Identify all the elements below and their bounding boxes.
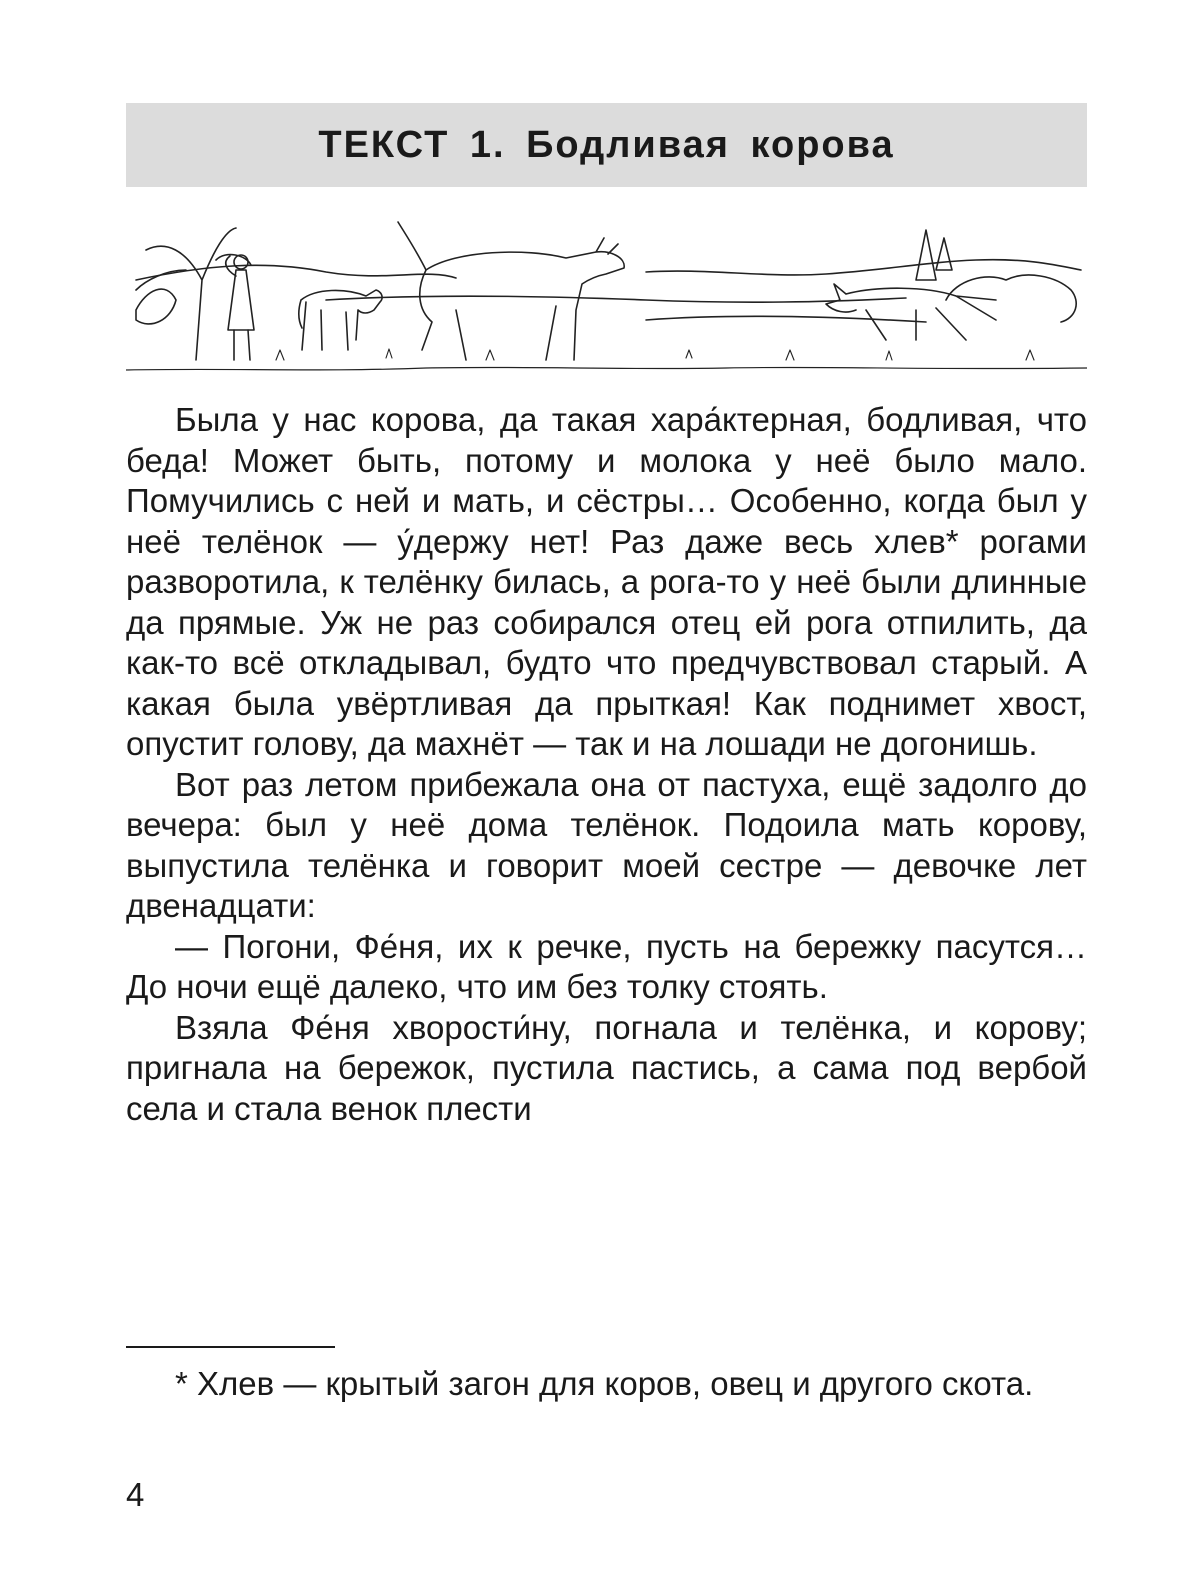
footnote [126, 1364, 1087, 1404]
footnote-divider [126, 1346, 335, 1348]
page-title: ТЕКСТ 1. Бодливая корова [318, 123, 895, 166]
paragraph [126, 400, 1087, 765]
paragraph-text: — Погони, Фе́ня, их к речке, пусть на бережку пасутся… До ночи ещё далеко, что им без толку стоять. [126, 927, 1087, 1005]
paragraph [126, 927, 1087, 1008]
footnote-text: * Хлев — крытый загон для коров, овец и другого скота. [175, 1365, 1034, 1402]
paragraph [126, 765, 1087, 927]
paragraph-text: Вот раз летом прибежала она от пастуха, ещё задолго до вечера: был у неё дома телёнок. Подоила мать корову, выпустила телёнка и говорит моей сестре — девочке лет двенадцати: [126, 765, 1087, 924]
paragraph-text: Взяла Фе́ня хворости́ну, погнала и телёнка, и корову; пригнала на бережок, пустила пастись, а сама под вербой села и стала венок плести [126, 1008, 1087, 1127]
story-text [126, 400, 1087, 1129]
page-number: 4 [126, 1476, 145, 1513]
title-banner [126, 103, 1087, 187]
paragraph-text: Была у нас корова, да такая хара́ктерная, бодливая, что беда! Может быть, потому и молока у неё было мало. Помучились с ней и мать, и сёстры… Особенно, когда был у неё телёнок — у́держу нет! Раз даже весь хлев* рогами разворотила, к телёнку билась, а рога-то у неё были длинные да прямые. Уж не раз собирался отец ей рога отпилить, да как-то всё откладывал, будто что предчувствовал старый. А какая была увёртливая да прыткая! Как поднимет хвост, опустит голову, да махнёт — так и на лошади не догонишь. [126, 401, 1087, 762]
pastoral-scene-illustration [126, 210, 1087, 380]
paragraph [126, 1008, 1087, 1130]
